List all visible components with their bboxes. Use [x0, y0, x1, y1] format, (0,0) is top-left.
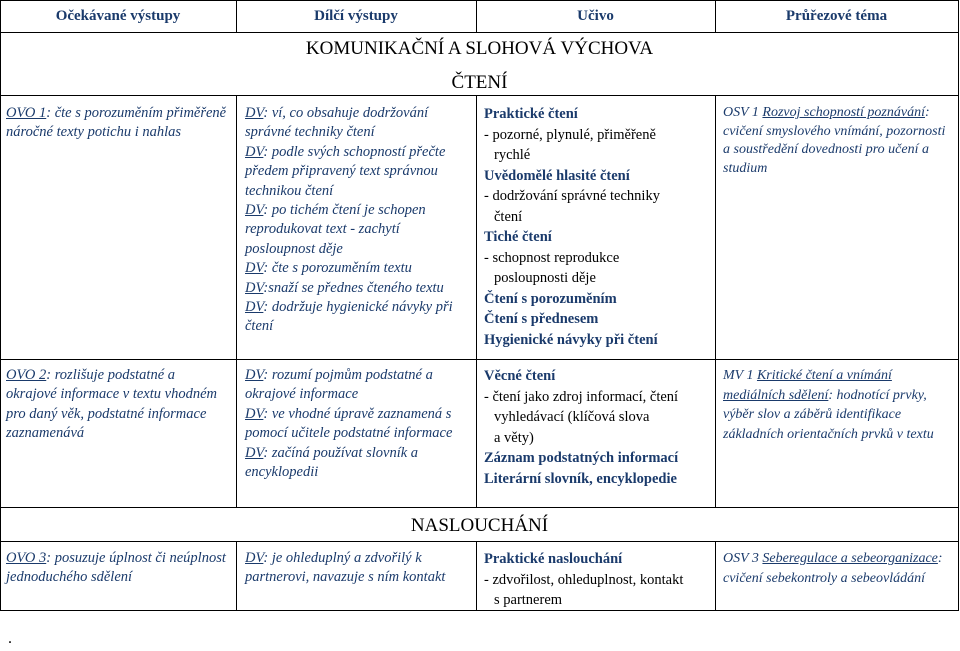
- dv-item: [245, 405, 473, 444]
- dv-prefix: DV: [245, 444, 264, 461]
- header-curriculum: Učivo: [577, 8, 614, 24]
- ucivo-line: posloupnosti děje: [494, 270, 596, 286]
- tema-rest: : hodnotící prvky, výběr slov a záběrů identifikace základních orientačních prvků v textu: [723, 387, 934, 442]
- dv-prefix: DV: [245, 105, 264, 121]
- ovo-text: : rozlišuje podstatné a okrajové informace v textu vhodném pro daný věk, podstatné informace zaznamenává: [6, 367, 217, 442]
- dv-prefix: DV: [245, 260, 264, 277]
- dv1-cell: [245, 104, 473, 337]
- dv-prefix: DV: [245, 299, 264, 316]
- dv-item: [245, 104, 473, 143]
- dv-text: : podle svých schopností přečte předem připravený text správnou technikou čtení: [245, 143, 446, 199]
- dv-item: [245, 279, 473, 298]
- col-border-2b: [476, 95, 477, 507]
- ucivo3-cell: [484, 549, 712, 611]
- row1-bottom-rule: [0, 359, 959, 360]
- ucivo-line: Tiché čtení: [484, 229, 552, 245]
- dv3-cell: [245, 549, 473, 588]
- ucivo-line: vyhledávací (klíčová slova: [494, 409, 650, 425]
- dv-text: : je ohleduplný a zdvořilý k partnerovi, navazuje s ním kontakt: [245, 550, 446, 586]
- tema-link: Seberegulace a sebeorganizace: [762, 551, 938, 566]
- tema-rest: : cvičení smyslového vnímání, pozornosti a soustředění dovednosti pro učení a studium: [723, 105, 946, 176]
- subsection-rule: [0, 541, 959, 542]
- footer-mark: .: [8, 630, 12, 647]
- dv-text: : začíná používat slovník a encyklopedii: [245, 444, 419, 481]
- dv-item: [245, 143, 473, 201]
- tema-link: Kritické čtení a vnímání mediálních sdělení: [723, 368, 892, 403]
- ucivo-line: Literární slovník, encyklopedie: [484, 470, 677, 487]
- col-border-3c: [715, 541, 716, 610]
- dv-item: [245, 366, 473, 405]
- ovo-text: : posuzuje úplnost či neúplnost jednoduchého sdělení: [6, 550, 226, 586]
- ucivo-line: Praktické čtení: [484, 106, 578, 122]
- section-rule: [0, 95, 959, 96]
- ucivo-line: s partnerem: [494, 592, 563, 608]
- ucivo-line: Praktické naslouchání: [484, 551, 623, 567]
- table-border-bottom: [0, 610, 959, 611]
- ovo-text: : čte s porozuměním přiměřeně náročné texty potichu i nahlas: [6, 105, 227, 141]
- col-border-3b: [715, 95, 716, 507]
- ovo1-cell: [6, 104, 228, 143]
- subsection-reading: ČTENÍ: [451, 72, 508, 93]
- tema3-cell: [723, 549, 955, 588]
- ucivo-line: rychlé: [494, 147, 531, 163]
- dv-item: [245, 201, 473, 259]
- ovo-code: OVO 3: [6, 550, 47, 566]
- ucivo1-cell: [484, 104, 712, 350]
- dv-text: :snaží se přednes čteného textu: [263, 279, 444, 296]
- header-bottom-rule: [0, 32, 959, 33]
- dv-item: [245, 298, 473, 337]
- header-crosscutting-theme: Průřezové téma: [785, 8, 888, 24]
- ucivo-line: - pozorné, plynulé, přiměřeně: [484, 126, 656, 143]
- ucivo-line: Čtení s porozuměním: [484, 290, 617, 307]
- tema-code: OSV 3: [723, 551, 759, 566]
- tema2-cell: [723, 366, 955, 444]
- ucivo2-cell: [484, 366, 712, 489]
- dv-text: : ve vhodné úpravě zaznamená s pomocí učitele podstatné informace: [245, 405, 453, 442]
- tema-code: MV 1: [723, 368, 754, 383]
- col-border-1b: [236, 95, 237, 507]
- ucivo-line: Hygienické návyky při čtení: [484, 331, 658, 348]
- dv-item: [245, 444, 473, 483]
- ucivo-line: - dodržování správné techniky: [484, 188, 660, 204]
- ovo3-cell: [6, 549, 228, 588]
- dv-text: : po tichém čtení je schopen reprodukovat text - zachytí posloupnost děje: [245, 202, 426, 257]
- ucivo-line: Věcné čtení: [484, 368, 556, 384]
- tema-link: Rozvoj schopností poznávání: [762, 105, 925, 120]
- dv-prefix: DV: [245, 143, 264, 160]
- ucivo-line: Uvědomělé hlasité čtení: [484, 167, 630, 184]
- tema-code: OSV 1: [723, 105, 759, 120]
- ucivo-line: Záznam podstatných informací: [484, 450, 679, 466]
- ucivo-line: - čtení jako zdroj informací, čtení: [484, 388, 679, 405]
- dv-text: : dodržuje hygienické návyky při čtení: [245, 299, 453, 335]
- col-border-1c: [236, 541, 237, 610]
- dv-prefix: DV: [245, 367, 264, 383]
- dv2-cell: [245, 366, 473, 482]
- dv-prefix: DV: [245, 405, 264, 422]
- ovo-code: OVO 1: [6, 105, 47, 121]
- col-border-2c: [476, 541, 477, 610]
- dv-prefix: DV: [245, 550, 264, 566]
- section-title: KOMUNIKAČNÍ A SLOHOVÁ VÝCHOVA: [305, 38, 654, 59]
- header-expected-outputs: Očekávané výstupy: [55, 8, 181, 24]
- dv-text: : ví, co obsahuje dodržování správné techniky čtení: [245, 105, 429, 141]
- tema-rest: : cvičení sebekontroly a sebeovládání: [723, 551, 943, 586]
- ucivo-line: a věty): [494, 429, 534, 446]
- dv-prefix: DV: [245, 202, 264, 219]
- header-partial-outputs: Dílčí výstupy: [314, 8, 398, 24]
- ucivo-line: Čtení s přednesem: [484, 311, 599, 327]
- subsection-listening: NASLOUCHÁNÍ: [410, 515, 549, 536]
- dv-text: : rozumí pojmům podstatné a okrajové informace: [245, 367, 433, 403]
- tema1-cell: [723, 104, 955, 178]
- dv-item: [245, 259, 473, 278]
- ucivo-line: čtení: [494, 208, 523, 225]
- dv-item: [245, 549, 473, 588]
- ovo2-cell: [6, 366, 228, 444]
- ucivo-line: - schopnost reprodukce: [484, 249, 620, 266]
- row2-bottom-rule: [0, 507, 959, 508]
- dv-prefix: DV: [245, 279, 264, 296]
- ucivo-line: - zdvořilost, ohleduplnost, kontakt: [484, 571, 684, 588]
- table-border-top: [0, 0, 959, 1]
- dv-text: : čte s porozuměním textu: [263, 260, 412, 277]
- ovo-code: OVO 2: [6, 367, 47, 383]
